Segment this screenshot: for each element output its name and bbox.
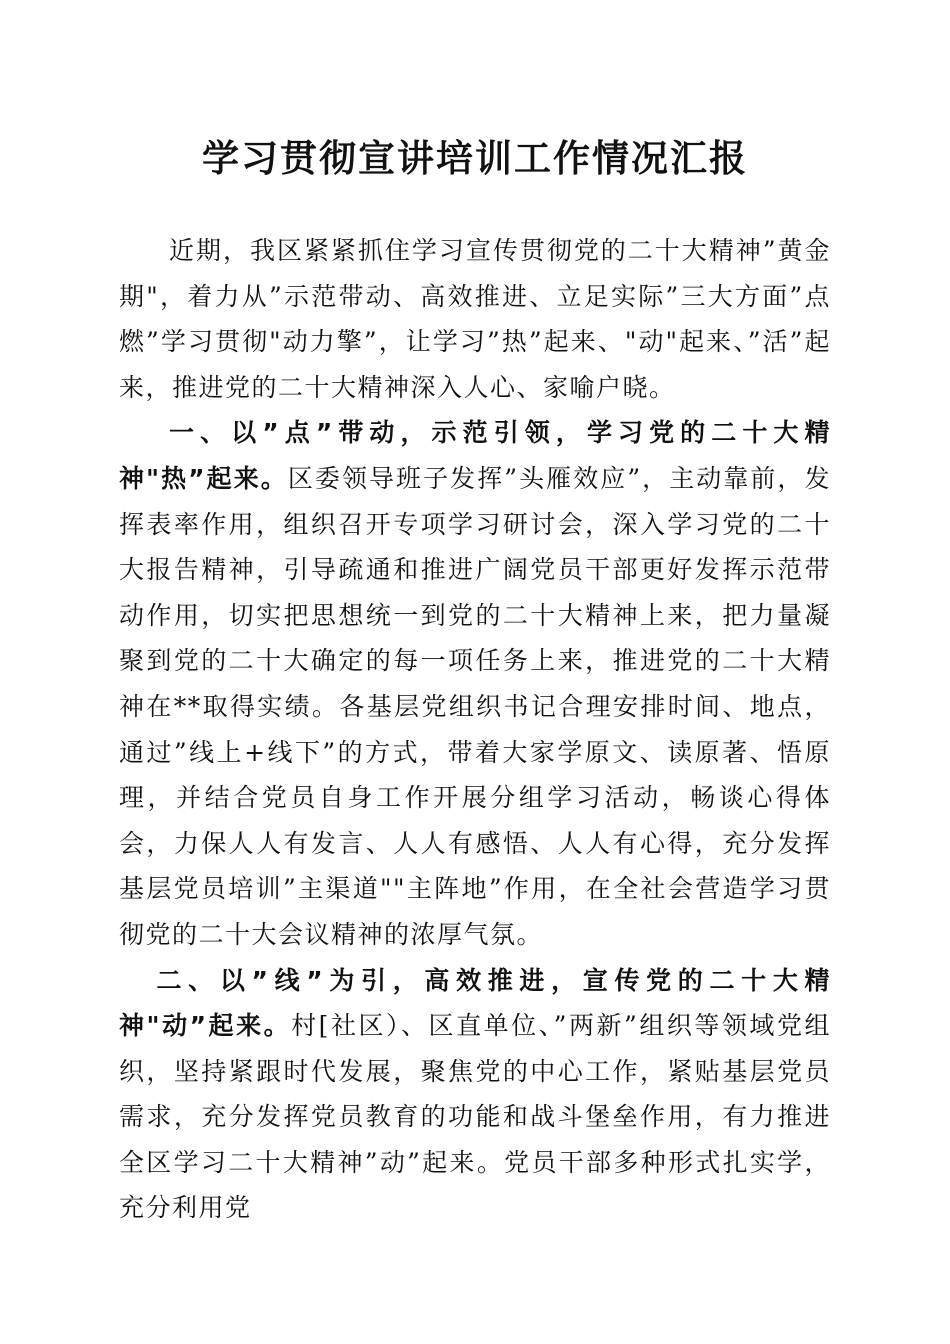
section-body-2: 村[社区）、区直单位、”两新”组织等领域党组织，坚持紧跟时代发展，聚焦党的中心工作，紧贴基层党员需求，充分发挥党员教育的功能和战斗堡垒作用，有力推进全区学习二十大精神”动”起来。党员干部多种形式扎实学，充分利用党 bbox=[119, 1011, 831, 1223]
section-body-1: 区委领导班子发挥”头雁效应”，主动靠前，发挥表率作用，组织召开专项学习研讨会，深入学习党的二十大报告精神，引导疏通和推进广阔党员干部更好发挥示范带动作用，切实把思想统一到党的二十大精神上来，把力量凝聚到党的二十大确定的每一项任务上来，推进党的二十大精神在**取得实绩。各基层党组织书记合理安排时间、地点，通过”线上+线下”的方式，带着大家学原文、读原著、悟原理，并结合党员自身工作开展分组学习活动，畅谈心得体会，力保人人有发言、人人有感悟、人人有心得，充分发挥基层党员培训”主渠道""主阵地”作用，在全社会营造学习贯彻党的二十大会议精神的浓厚气氛。 bbox=[119, 463, 831, 949]
section-paragraph-1 bbox=[119, 410, 831, 957]
intro-paragraph: 近期，我区紧紧抓住学习宣传贯彻党的二十大精神”黄金期"，着力从”示范带动、高效推进、立足实际”三大方面”点燃”学习贯彻"动力擎”，让学习”热”起来、"动"起来、”活”起来，推进党的二十大精神深入人心、家喻户晓。 bbox=[119, 236, 831, 402]
document-title: 学习贯彻宣讲培训工作情况汇报 bbox=[202, 136, 748, 180]
section-heading-1: 一、以”点”带动，示范引领，学习党的二十大精神"热”起来。 bbox=[119, 418, 831, 493]
section-heading-2: 二、以”线”为引，高效推进，宣传党的二十大精神"动”起来。 bbox=[119, 965, 831, 1041]
section-paragraph-2 bbox=[119, 958, 831, 1232]
document-body bbox=[119, 228, 831, 1231]
